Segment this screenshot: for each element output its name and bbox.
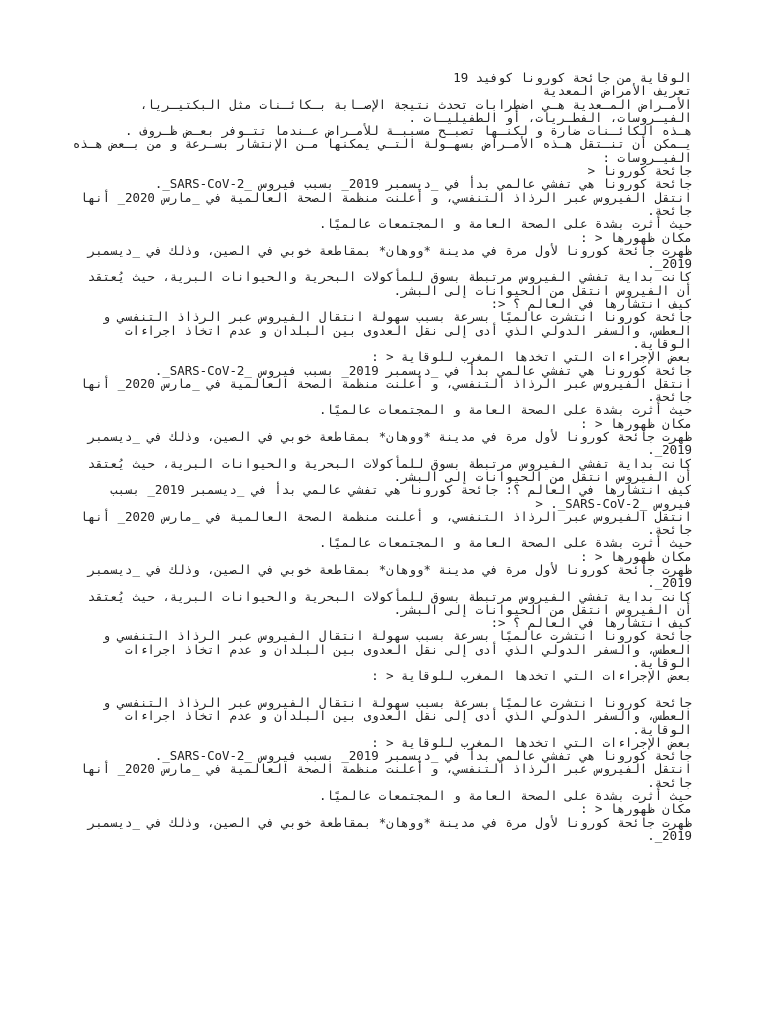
doc-paragraph: حيث أثرت بشدة على الصحة العامة و المجتمعات عالميًا. [319, 788, 692, 804]
doc-heading: بعض الإجراءات التي اتخدها المغرب للوقاية < : [371, 734, 692, 750]
doc-blank-line [70, 683, 692, 696]
doc-paragraph: ظهرت جائحة كورونا لأول مرة في مدينة *ووهان* بمقاطعة خوبي في الصين، وذلك في _ديسمبر 2019_. [80, 242, 692, 272]
doc-heading: مكان ظهورها < : [580, 801, 692, 817]
doc-paragraph: كيف انتشارها في العالم ؟: جائحة كورونا هي تفشي عالمي بدأ في _ديسمبر 2019_ بسبب فيروس _SARS-CoV-2_. < [102, 482, 692, 511]
doc-paragraph: جائحة كورونا انتشرت عالميًا بسرعة بسبب سهولة انتقال الفيروس عبر الرذاذ التنفسي و العطس، والسفر الدولي الذي أدى إلى نقل العدوى بين البلدان و عدم اتخاذ اجراءات الوقاية. [95, 309, 692, 351]
doc-heading: مكان ظهورها < : [580, 415, 692, 431]
doc-paragraph: جائحة كورونا انتشرت عالميًا بسرعة بسبب سهولة انتقال الفيروس عبر الرذاذ التنفسي و العطس، والسفر الدولي الذي أدى إلى نقل العدوى بين البلدان و عدم اتخاذ اجراءات الوقاية. [95, 628, 692, 671]
doc-paragraph: ظهرت جائحة كورونا لأول مرة في مدينة *ووهان* بمقاطعة خوبي في الصين، وذلك في _ديسمبر 2019_. [80, 814, 692, 843]
doc-heading: بعض الإجراءات التي اتخدها المغرب للوقاية < : [371, 668, 692, 684]
doc-paragraph: كانت بداية تفشي الفيروس مرتبطة بسوق للمأكولات البحرية والحيوانات البرية، حيث يُعتقد أن الفيروس انتقل من الحيوانات إلى البشر. [80, 455, 692, 484]
doc-paragraph: انتقل الفيروس عبر الرذاذ التنفسي، و أعلنت منظمة الصحة العالمية في _مارس 2020_ أنها جائحة. [72, 189, 692, 218]
doc-heading: مكان ظهورها < : [580, 548, 692, 564]
doc-paragraph: حيث أثرت بشدة على الصحة العامة و المجتمعات عالميًا. [319, 535, 692, 551]
doc-paragraph: يـمكن أن تنـتقل هـذه الأمـراض بسهـولة التـي يمكنها مـن الإنتشار بسـرعة و من بـعض هـذه الفيـروسات : [65, 136, 692, 165]
document-body [65, 70, 692, 843]
doc-paragraph: جائحة كورونا هي تفشي عالمي بدأ في _ديسمبر 2019_ بسبب فيروس _SARS-CoV-2_. [154, 748, 692, 764]
doc-title: الوقاية من جائحة كورونا كوفيد 19 [453, 70, 692, 85]
doc-paragraph: انتقل الفيروس عبر الرذاذ التنفسي، و أعلنت منظمة الصحة العالمية في _مارس 2020_ أنها جائحة. [72, 508, 692, 538]
doc-paragraph: حيث أثرت بشدة على الصحة العامة و المجتمعات عالميًا. [319, 402, 692, 418]
doc-paragraph: جائحة كورونا انتشرت عالميًا بسرعة بسبب سهولة انتقال الفيروس عبر الرذاذ التنفسي و العطس، والسفر الدولي الذي أدى إلى نقل العدوى بين البلدان و عدم اتخاذ اجراءات الوقاية. [95, 694, 692, 737]
doc-heading: بعض الإجراءات التي اتخدها المغرب للوقاية < : [371, 349, 692, 365]
doc-paragraph: جائحة كورونا هي تفشي عالمي بدأ في _ديسمبر 2019_ بسبب فيروس _SARS-CoV-2_. [154, 362, 692, 378]
doc-paragraph: جائحة كورونا هي تفشي عالمي بدأ في _ديسمبر 2019_ بسبب فيروس _SARS-CoV-2_. [154, 176, 692, 192]
doc-heading: كيف انتشارها في العالم ؟ <: [490, 615, 692, 631]
doc-paragraph: انتقل الفيروس عبر الرذاذ التنفسي، و أعلنت منظمة الصحة العالمية في _مارس 2020_ أنها جائحة. [72, 761, 692, 790]
doc-paragraph: ظهرت جائحة كورونا لأول مرة في مدينة *ووهان* بمقاطعة خوبي في الصين، وذلك في _ديسمبر 2019_. [80, 561, 692, 591]
doc-heading: كيف انتشارها في العالم ؟ <: [490, 296, 692, 312]
doc-paragraph: هـذه الكائـنات ضارة و لكنـها تصبـح مسببـة للأمـراض عـندما تتـوفر بعـض ظـروف . [125, 123, 692, 139]
doc-paragraph: حيث أثرت بشدة على الصحة العامة و المجتمعات عالميًا. [319, 216, 692, 232]
doc-heading: جائحة كورونا < [587, 163, 692, 179]
doc-paragraph: ظهرت جائحة كورونا لأول مرة في مدينة *ووهان* بمقاطعة خوبي في الصين، وذلك في _ديسمبر 2019_. [80, 429, 692, 458]
doc-paragraph: كانت بداية تفشي الفيروس مرتبطة بسوق للمأكولات البحرية والحيوانات البرية، حيث يُعتقد أن الفيروس انتقل من الحيوانات إلى البشر. [80, 269, 692, 298]
doc-heading: مكان ظهورها < : [580, 229, 692, 245]
doc-paragraph: الأمـراض المـعدية هـي اضطرابات تحدث نتيجة الإصـابة بـكائـنات مثل البكتيـريا، الفيـروسات، الفطـريات، أو الطفيليـات . [132, 96, 692, 125]
doc-heading-definition: تعريف الأمراض المعدية [542, 83, 692, 99]
doc-paragraph: انتقل الفيروس عبر الرذاذ التنفسي، و أعلنت منظمة الصحة العالمية في _مارس 2020_ أنها جائحة. [72, 375, 692, 405]
doc-paragraph: كانت بداية تفشي الفيروس مرتبطة بسوق للمأكولات البحرية والحيوانات البرية، حيث يُعتقد أن الفيروس انتقل من الحيوانات إلى البشر. [80, 588, 692, 617]
